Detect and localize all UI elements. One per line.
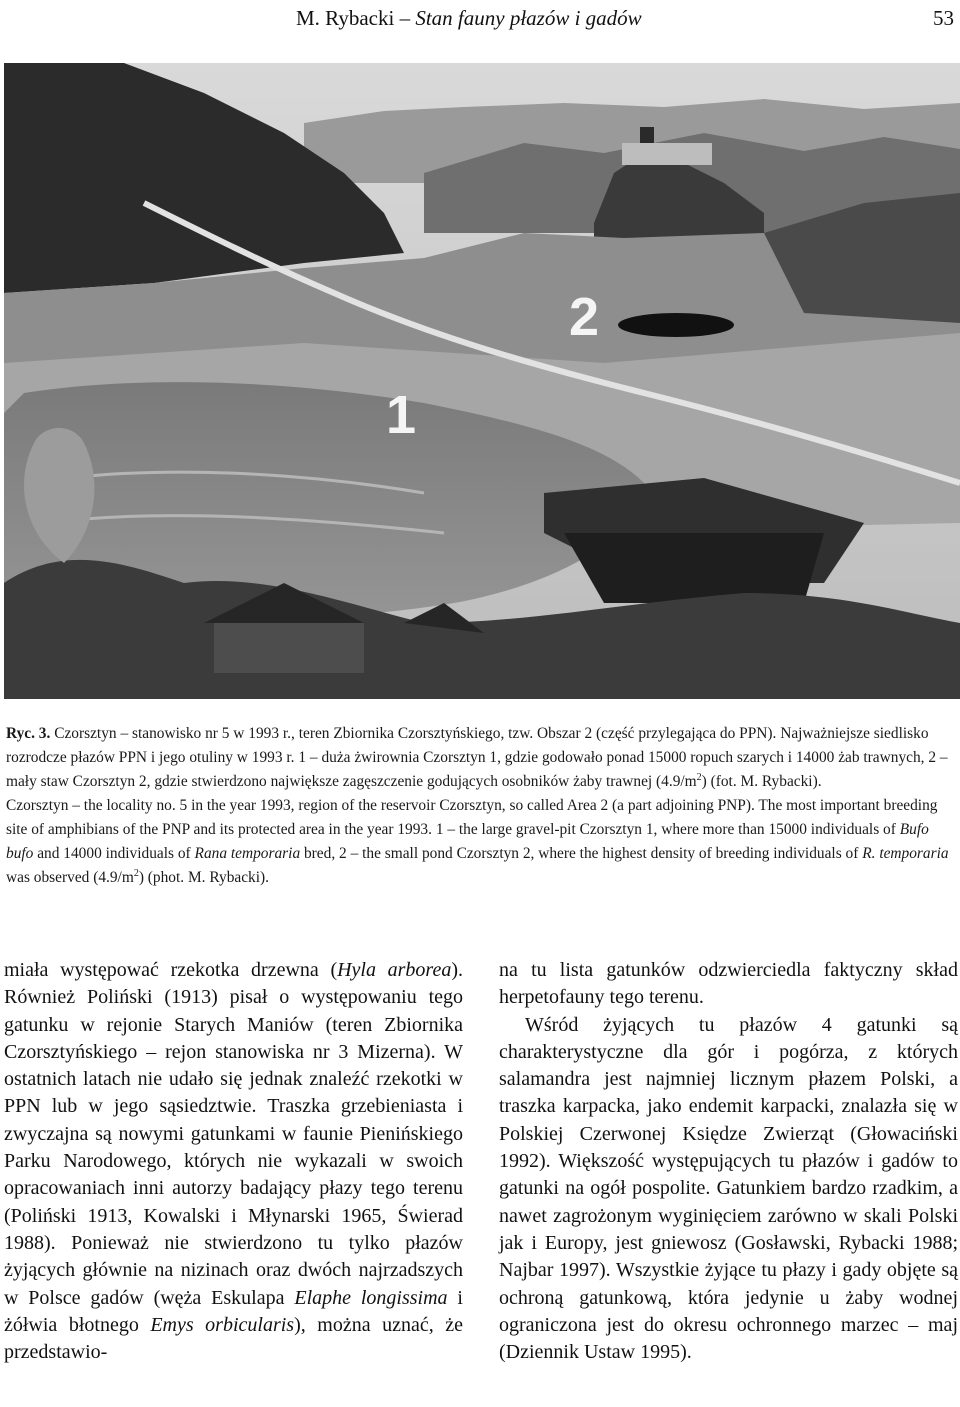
figure-caption [6, 722, 958, 890]
running-head [0, 4, 960, 32]
caption-english: Czorsztyn – the locality no. 5 in the year 1993, region of the reservoir Czorsztyn, so called Area 2 (a part adjoining PNP). The most important breeding site of amphibians of the PNP and its protected area in the year 1993. 1 – the large gravel-pit Czorsztyn 1, where more than 15000 individuals of Bufo bufo and 14000 individuals of Rana temporaria bred, 2 – the small pond Czorsztyn 2, where the highest density of breeding individuals of R. temporaria was observed $(4.9/m^2)$ (phot. M. Rybacki). [6, 797, 949, 886]
paragraph: Wśród żyjących tu płazów 4 gatunki są charakterystyczne dla gór i pogórza, z których salamandra jest najmniej licznym płazem Polski, a traszka karpacka, jako endemit karpacki, znalazła się w Polskiej Czerwonej Księdze Zwierząt (Głowaciński 1992). Większość występujących tu płazów i gadów to gatunki na ogół pospolite. Gatunkiem bardzo rzadkim, a nawet zagrożonym wyginięciem zarówno w skali Polski jak i Europy, jest gniewosz (Gosławski, Rybacki 1988; Najbar 1997). Wszystkie żyjące tu płazy i gady objęte są ochroną gatunkową, która jedynie u żaby wodnej ograniczona jest do okresu ochronnego marzec – maj (Dziennik Ustaw 1995). [499, 1013, 958, 1364]
barn-walls [564, 533, 824, 603]
running-title [296, 4, 642, 32]
caption-label: Ryc. 3. [6, 725, 51, 742]
page-number: 53 [933, 6, 954, 30]
area-label-2: 2 [569, 287, 600, 347]
castle-walls [622, 143, 712, 165]
paragraph: miała występować rzekotka drzewna (Hyla arborea). Również Poliński (1913) pisał o występowaniu tego gatunku w rejonie Starych Maniów (teren Zbiornika Czorsztyńskiego – rejon stanowiska nr 3 Mizerna). W ostatnich latach nie udało się jednak znaleźć rzekotki w PPN lub w jego sąsiedztwie. Traszka grzebieniasta i zwyczajna są nowymi gatunkami w faunie Pienińskiego Parku Narodowego, których nie wykazali w swoich opracowaniach inni autorzy badający płazy tego terenu (Poliński 1913, Kowalski i Młynarski 1965, Świerad 1988). Ponieważ nie stwierdzono tu tylko płazów żyjących głównie na nizinach oraz dwóch najrzadszych w Polsce gadów (węża Eskulapa Elaphe longissima i żółwia błotnego Emys orbicularis), można uznać, że przedstawio- [4, 959, 464, 1364]
house [214, 623, 364, 673]
body-column-right [499, 957, 958, 1366]
area-label-1: 1 [386, 385, 417, 445]
author-name: M. Rybacki – [296, 6, 416, 30]
paragraph: na tu lista gatunków odzwierciedla faktyczny skład herpetofauny tego terenu. [499, 959, 958, 1009]
article-title: Stan fauny płazów i gadów [415, 6, 642, 30]
caption-polish: Ryc. 3. Czorsztyn – stanowisko nr 5 w 1993 r., teren Zbiornika Czorsztyńskiego, tzw. Obszar 2 (część przylegająca do PPN). Najważniejsze siedlisko rozrodcze płazów PPN i jego otuliny w 1993 r. 1 – duża żwirownia Czorsztyn 1, gdzie godowało ponad 15000 ropuch szarych i 14000 żab trawnych, 2 – mały staw Czorsztyn 2, gdzie stwierdzono największe zagęszczenie godujących osobników żaby trawnej $(4.9/m^2)$ (fot. M. Rybacki). [6, 725, 948, 790]
pond-2-marker [618, 313, 734, 337]
photo-illustration [4, 63, 960, 699]
landscape-photo [4, 63, 960, 699]
body-column-left [4, 957, 463, 1366]
